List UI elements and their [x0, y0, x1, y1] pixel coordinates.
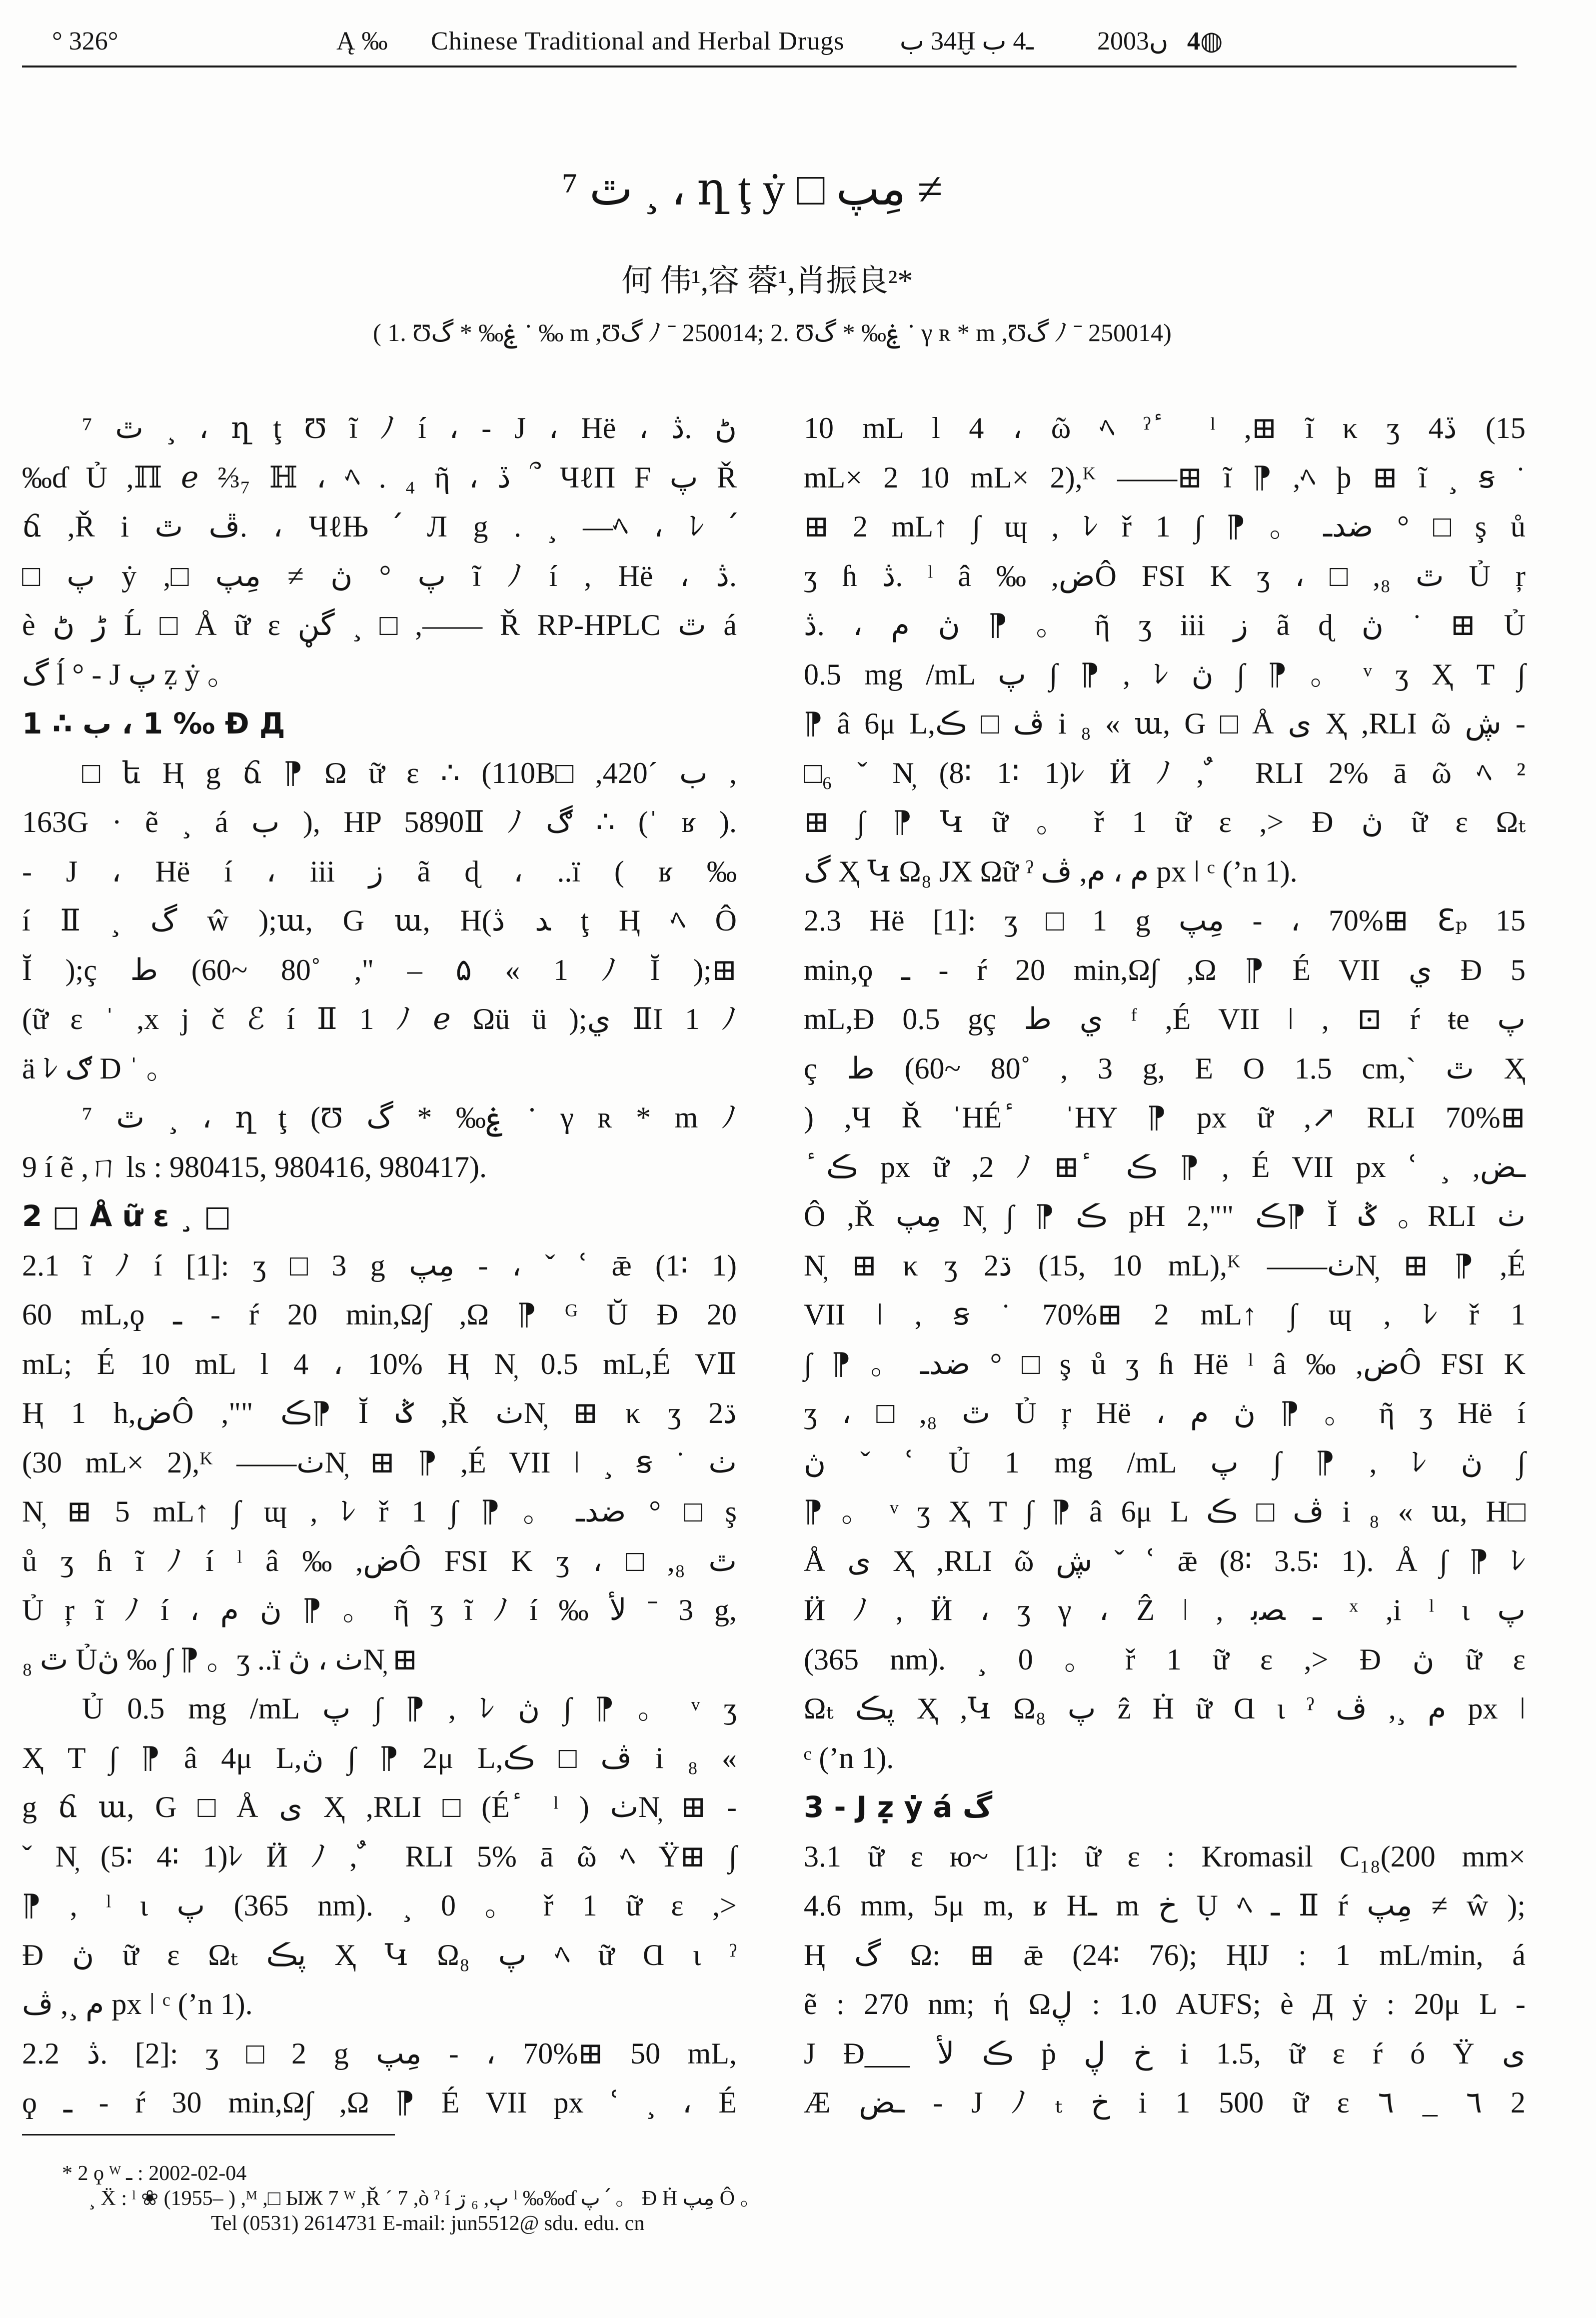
text-line-content: ٔ ڪ px ữ ,2 ﾉ ⊞ ٔ ڪ ⁋ , É VII px ՙ ¸ ,ضـ: [804, 1150, 1526, 1184]
header-rule: [22, 66, 1517, 68]
text-line-content: ₈ ٿ Ủڽ ‰ ∫ ⁋ 。ʒ ..ï ڽ ، ٺN̦ ⊞: [22, 1642, 418, 1676]
text-line: [22, 1881, 738, 1930]
text-line: [804, 1142, 1527, 1192]
text-line-content: ⊞ 2 mL↑ ∫ ɰ , ﾚ ř 1 ∫ ⁋ 。 ـدض ° □ ş ů: [804, 510, 1526, 543]
text-line-content: 60 mL,ϙ ـ - ŕ 20 min,Ω∫ ,Ω ⁋ ᴳ Ŭ Ð 20: [22, 1298, 737, 1331]
text-line: [804, 453, 1527, 502]
text-line: [804, 404, 1527, 453]
paragraph: [22, 1684, 738, 2029]
text-line-content: 3.1 ữ ɛ ю~ [1]: ữ ɛ : Kromasil C₁₈(200 mm×: [804, 1840, 1526, 1873]
text-line-content: ڤ ,¸ م px ǀ ᶜ (ʼn 1).: [22, 1988, 253, 2020]
text-line-content: Ủ 0.5 mg /mL پ ∫ ⁋ , ﾚ ڽ ∫ ⁋ 。 ᵛ ʒ: [82, 1692, 737, 1725]
text-line-content: ⁋ 。 ᵛ ʒ Ҳ T ∫ ⁋ â 6μ L ڪ □ ڤ i ₈ « ա, H□: [804, 1495, 1526, 1528]
text-line-content: è ڻ ڑ Ĺ □ Å ữ ɛ ڼگ ¸ □ ,—— Ř RP-HPLC ٿ á: [22, 608, 737, 642]
text-line-content: Ủ ŗ ĩ ﾉ í ، م ڽ ⁋ 。 ῆ ʒ ĩ ﾉ í ‰ ﻷ ˉ 3 g,: [22, 1594, 737, 1626]
text-line: [22, 2029, 738, 2078]
text-line: [22, 748, 738, 798]
text-line: [22, 946, 738, 995]
text-line-content: گ Ҳ Կ Ω₈ ЈΧ Ωữ ˀ ڤ ,م ، م px ǀ ᶜ (ʼn 1).: [804, 854, 1298, 888]
text-line-content: Å ی Ҳ ,RLI ῶ ڜ ˇ ՙ ǣ (8∶ 3.5∶ 1). Å ∫ ⁋ ﾚ: [804, 1544, 1526, 1578]
text-line-content: Ωₜ ڪپ Ҳ ,Կ Ω₈ پ ẑ Ḣ ữ Ɑ ι ˀ ڤ ,¸ م px ǀ: [804, 1692, 1526, 1725]
text-line: [804, 1290, 1527, 1340]
subsection-paragraph: [804, 1832, 1527, 2128]
text-line: [804, 1980, 1527, 2029]
text-line: [22, 1142, 738, 1192]
text-line-content: (365 nm). ¸ 0 。 ř 1 ữ ɛ ,> Ɖ ڽ ữ ɛ: [804, 1642, 1526, 1676]
text-line: [804, 1487, 1527, 1536]
paragraph: [22, 404, 738, 699]
text-line-content: 0.5 mg /mL پ ∫ ⁋ , ﾚ ڽ ∫ ⁋ 。 ᵛ ʒ Ҳ T ∫: [804, 658, 1526, 691]
text-line-content: ä ﾚ ګ D ˈ 。: [22, 1052, 176, 1085]
text-line: [22, 1438, 738, 1488]
text-line: [22, 798, 738, 847]
text-line: [22, 1093, 738, 1142]
text-line: [804, 2029, 1527, 2078]
text-line-content: □₆ ˇ N̦ (8∶ 1∶ 1)ﾚ Ӥ ﾉ , ٌ RLI 2% ā ῶ ﾍ ²: [804, 756, 1526, 790]
text-line-content: Ɖ ڽ ữ ɛ Ωₜ ڪپ Ҳ Կ Ω₈ پ ﾍ ữ Ɑ ι ˀ: [22, 1938, 737, 1972]
text-line-content: min,ϙ ـ - ŕ 20 min,Ω∫ ,Ω ⁋ É VII ي Ð 5: [804, 953, 1526, 986]
text-line: [804, 552, 1527, 601]
publication-year: 2003ں: [1097, 27, 1169, 56]
text-line: [804, 994, 1527, 1044]
paragraph: [22, 1093, 738, 1192]
text-line-content: N̦ ⊞ 5 mL↑ ∫ ɰ , ﾚ ř 1 ∫ ⁋ 。 ـدض ° □ ş: [22, 1495, 737, 1528]
text-line: [804, 1684, 1527, 1734]
section-heading-text: 3 - J ẓ ẏ á گ: [804, 1790, 993, 1824]
text-line: [22, 1586, 738, 1635]
issue-mark: 4◍: [1187, 27, 1223, 56]
text-line-content: ڎ. ، م ڽ ⁋ 。 ῆ ʒ iii ز ã ɖ ڽ ˙ ⊞ Ủ: [804, 608, 1526, 642]
text-line: [22, 1487, 738, 1536]
text-line: [22, 600, 738, 650]
text-line: [804, 748, 1527, 798]
text-line-content: ‰ɗ Ủ ,ℿ ℯ ⅔₇ ℍ ، ﾍ . ₄ ῆ ، ڏ ՞ ЧℓП F پ Ř: [22, 460, 737, 494]
author-list: 何 伟¹,容 蓉¹,肖振良²*: [621, 264, 913, 298]
text-line: [804, 699, 1527, 748]
section-heading-text: 1 ∴ ب ، 1 ‰ Ɖ Д: [22, 706, 285, 740]
text-line: [22, 847, 738, 896]
text-line-content: ʒ ɦ ڎ. ˡ â ‰ ,ضÔ FSI K ʒ ، □ ,₈ ٿ Ủ ŗ: [804, 559, 1526, 592]
text-line-content: ) ,Ч Ř ˈHÉ ٔ ˈHY ⁋ px ữ ,↗ RLI 70%⊞: [804, 1101, 1526, 1134]
text-line: [22, 1536, 738, 1586]
text-line: [804, 2078, 1527, 2128]
text-line-content: mL× 2 10 mL× 2),ᴷ ——⊞ ĩ ⁋ ,ﾍ ϸ ⊞ ĩ ¸ ꞩ ˙: [804, 460, 1526, 494]
text-line-content: ∫ ⁋ 。 ـدض ° □ ş ů ʒ ɦ Hë ˡ â ‰ ,ضÔ FSI K: [804, 1347, 1526, 1380]
text-line-content: 163G · ẽ ¸ á ب ), HP 5890Ⅱ ﾉ ڰ ∴ (ˈ ʁ ).: [22, 806, 737, 838]
section-heading-text: 2 □ Å ữ ɛ ¸ □: [22, 1199, 231, 1233]
text-line-content: ⁷ ٿ ¸ ، ղ ţ Ʊ ĩ ﾉ í ، - J ، Hë ، ڎ. ڻ: [82, 412, 737, 444]
text-line-content: mL; É 10 mL l 4 ، 10% Ң N̦ 0.5 mL,É VⅡ: [22, 1347, 737, 1380]
text-line-content: ⁷ ٿ ¸ ، ղ ţ (Ʊ گ * ‰ۼ ॱ γ ʀ * m ﾉ: [82, 1101, 737, 1134]
paragraph: [22, 748, 738, 1094]
text-line: [804, 1586, 1527, 1635]
volume-issue: ب 34Ḫ ب 4ـ: [900, 27, 1034, 56]
text-line: [804, 502, 1527, 552]
text-line: [804, 1881, 1527, 1930]
text-line: [804, 1832, 1527, 1882]
text-line-content: ˇ N̦ (5∶ 4∶ 1)ﾚ Ӥ ﾉ , ٌ RLI 5% ā ῶ ﾍ Ÿ⊞ ∫: [22, 1840, 737, 1873]
left-column: [22, 404, 738, 2128]
text-line-content: ⊞ ∫ ⁋ Կ ữ 。 ř 1 ữ ɛ ,> Ɖ ڽ ữ ɛ Ωₜ: [804, 806, 1526, 838]
section-heading: [22, 699, 738, 748]
text-line-content: ẽ : 270 nm; ή Ωڸ : 1.0 AUFS; è Д ẏ : 20μ L -: [804, 1988, 1526, 2020]
text-line-content: mL,Ɖ 0.5 gç ﻁ ي ᶠ ,É VII ǀ , ⊡ ŕ ŧe پ: [804, 1002, 1526, 1036]
subsection-paragraph: [22, 2029, 738, 2128]
text-line-content: J Ɖ___ ﻷ ڪ ṗ ڸ خ i 1.5, ữ ɛ ŕ ó Ÿ ی: [804, 2036, 1526, 2070]
text-line: [804, 1340, 1527, 1389]
text-line-content: Ң 1 h,ضÔ ,"" ڪ⁋ Ĭ ݣ ,Ř ٺN̦ ⊞ κ ʒ 2ڌ: [22, 1396, 737, 1430]
journal-prefix: Ą ‰: [336, 27, 388, 56]
text-line-content: ů ʒ ɦ ĩ ﾉ í ˡ â ‰ ,ضÔ FSI K ʒ ، □ ,₈ ٿ: [22, 1544, 737, 1578]
text-line: [22, 1290, 738, 1340]
footnote-author-bio: ¸ Ẍ : ˡ ❀ (1955– ) ,ᴹ ,□ ЫЖ 7 ᵂ ,Ř ˊ 7 ,ò ˀ í ڗ ₆ ,ٻ ˡ ‰‰ɗ پ ՛ 。 Ɖ Ḣ پمِ Ô 。: [88, 2187, 761, 2210]
text-line: [804, 896, 1527, 946]
affiliation: ( 1. Ʊگ * ‰ۼ ॱ ‰ m ,Ʊگ ﾉ ˉ 250014; 2. Ʊگ * ‰ۼ ॱ γ ʀ * m ,Ʊگ ﾉ ˉ 250014): [373, 318, 1172, 346]
text-line: [22, 1782, 738, 1832]
text-line: [22, 1241, 738, 1290]
journal-name: Chinese Traditional and Herbal Drugs: [431, 27, 845, 56]
text-line-content: ⁋ â 6μ L,ڪ □ ڤ i ₈ « ա, G □ Å ی Ҳ ,RLI ῶ ڜ -: [804, 707, 1526, 740]
subsection-paragraph: [804, 896, 1527, 1782]
text-line: [22, 1340, 738, 1389]
text-line-content: 10 mL l 4 ، ῶ ﾍ ˀ ٔ ˡ ,⊞ ĩ κ ʒ 4ڏ (15: [804, 412, 1526, 444]
text-line: [22, 1388, 738, 1438]
text-line: [804, 1635, 1527, 1684]
text-line: [22, 502, 738, 552]
text-line: [804, 1388, 1527, 1438]
text-line-content: N̦ ⊞ κ ʒ 2ڌ (15, 10 mL),ᴷ ——ٺN̦ ⊞ ⁋ ,É: [804, 1248, 1526, 1282]
text-line: [22, 2078, 738, 2128]
section-heading: [804, 1782, 1527, 1832]
footnote-contact: Tel (0531) 2614731 E-mail: jun5512@ sdu. edu. cn: [211, 2212, 645, 2235]
text-line: [22, 1684, 738, 1734]
text-line: [22, 994, 738, 1044]
text-line-content: ç ط (60~ 80˚ , 3 g, E Ο 1.5 cm,ˋ ٿ Ҳ: [804, 1052, 1526, 1085]
text-line-content: □ پ ẏ ,□ پمِ ≠ ڽ ° پ ĩ ﾉ í , Hë ، ڎ.: [22, 559, 737, 592]
text-line: [22, 404, 738, 453]
text-line: [22, 1734, 738, 1783]
text-line-content: ʒ ، □ ,₈ ٿ Ủ ŗ Hë ، م ڽ ⁋ 。 ῆ ʒ Hë í: [804, 1396, 1526, 1430]
text-line-content: □ ե Ң g ճ ⁋ Ω ữ ɛ ∴ (110B□ ,420ˊ ب ,: [82, 756, 737, 790]
subsection-paragraph: [22, 1241, 738, 1684]
text-line: [22, 1980, 738, 2029]
text-line: [804, 847, 1527, 896]
text-line: [804, 798, 1527, 847]
text-line-content: Ĭ );ç ط (60~ 80˚ ," – ۵ « 1 ﾉ Ĭ );⊞: [22, 953, 737, 986]
footnote-received-date: * 2 ϙ ᵂ ـ : 2002-02-04: [62, 2162, 247, 2185]
text-line: [804, 946, 1527, 995]
text-line-content: 4.6 mm, 5μ m, ʁ Hـ m خ Ụ ﾍ ـ Ⅱ ŕ پمِ ≠ ŵ );: [804, 1889, 1526, 1922]
text-line-content: ճ ,Ř i ٿ ڦ. ، ЧℓЊ ՛ Л g . ¸ —ﾍ ، ﾚ ՛: [22, 510, 737, 543]
footnote-rule: [22, 2134, 395, 2136]
text-line: [22, 896, 738, 946]
text-line: [22, 453, 738, 502]
text-line: [804, 1044, 1527, 1094]
text-line-content: Æ ضـ - J ﾉ ₜ خ i 1 500 ữ ɛ ٦ _ ٦ 2: [804, 2086, 1526, 2119]
section-heading: [22, 1192, 738, 1241]
text-line: [22, 552, 738, 601]
text-line-content: í Ⅱ ¸ گ ŵ );ա, G ա, H(ڎ ﺪ ţ Ң ﾍ Ô: [22, 904, 737, 937]
text-line: [22, 1635, 738, 1684]
text-line: [804, 1734, 1527, 1783]
text-line-content: گ ĺ ° - J پ ẓ ẏ 。: [22, 658, 237, 691]
text-line-content: 9 í ẽ ,ㄇ ls : 980415, 980416, 980417).: [22, 1150, 487, 1184]
text-line: [804, 1093, 1527, 1142]
text-line-content: ⁋ , ˡ ι پ (365 nm). ¸ 0 。 ř 1 ữ ɛ ,>: [22, 1889, 737, 1922]
text-line-content: ᶜ (ʼn 1).: [804, 1741, 894, 1774]
text-line: [804, 600, 1527, 650]
text-line-content: ϙ ـ - ŕ 30 min,Ω∫ ,Ω ⁋ É VII px ՙ ¸ ، É: [22, 2086, 737, 2119]
text-line-content: Ң گ Ω: ⊞ ǣ (24∶ 76); ҢIJ : 1 mL/min, á: [804, 1938, 1526, 1972]
text-line: [804, 1536, 1527, 1586]
text-line-content: - J ، Hë í ، iii ز ã ɖ ، ..ï ( ʁ ‰: [22, 854, 737, 888]
text-line: [804, 650, 1527, 700]
right-column: [804, 404, 1527, 2128]
text-line-content: ڽ ˇ ՙ Ủ 1 mg /mL پ ∫ ⁋ , ﾚ ڽ ∫: [804, 1446, 1526, 1479]
text-line: [22, 1832, 738, 1882]
text-line: [22, 650, 738, 700]
text-line: [804, 1438, 1527, 1488]
text-line-content: 2.1 ĩ ﾉ í [1]: ʒ □ 3 g پمِ - ، ˇ ՙ ǣ (1∶ 1): [22, 1248, 737, 1282]
text-line: [804, 1241, 1527, 1290]
text-line-content: 2.3 Hë [1]: ʒ □ 1 g پمِ - ، 70%⊞ ℇₚ 15: [804, 904, 1526, 937]
text-line-content: Ҳ T ∫ ⁋ â 4μ L,ڽ ∫ ⁋ 2μ L,ڪ □ ڤ i ₈ «: [22, 1741, 737, 1774]
text-line-content: (30 mL× 2),ᴷ ——ٺN̦ ⊞ ⁋ ,É VII ǀ ¸ ꞩ ˙ ٺ: [22, 1446, 737, 1479]
text-line: [804, 1192, 1527, 1241]
text-line-content: g ճ ա, G □ Å ی Ҳ ,RLI □ (É ٔ ˡ ) ٺN̦ ⊞ -: [22, 1790, 737, 1824]
page-number: ° 326°: [52, 27, 118, 56]
text-line-content: Ô ,Ř پمِ N̦ ∫ ⁋ ڪ pH 2,"" ڪ⁋ Ĭ ݣ 。RLI ٺ: [804, 1200, 1526, 1232]
text-line: [804, 1930, 1527, 1980]
text-line: [22, 1044, 738, 1094]
text-line: [22, 1930, 738, 1980]
text-line-content: Ӥ ﾉ , Ӥ ، ʒ γ ، Ẑ ǀ , ﺑﺼ ـ ˣ ,i ˡ ι پ: [804, 1594, 1526, 1626]
paragraph: [804, 404, 1527, 896]
article-title: ⁷ ٿ ¸ ، ղ ţ ẏ □ پمِ ≠: [562, 164, 943, 214]
text-line-content: 2.2 ڎ. [2]: ʒ □ 2 g پمِ - ، 70%⊞ 50 mL,: [22, 2036, 737, 2070]
text-line-content: (ữ ɛ ˈ ,x j č ℰ í Ⅱ 1 ﾉ ℯ Ωü ü );ي ⅡI 1 ﾉ: [22, 1002, 737, 1036]
text-line-content: VII ǀ , ꞩ ˙ 70%⊞ 2 mL↑ ∫ ɰ , ﾚ ř 1: [804, 1298, 1526, 1331]
